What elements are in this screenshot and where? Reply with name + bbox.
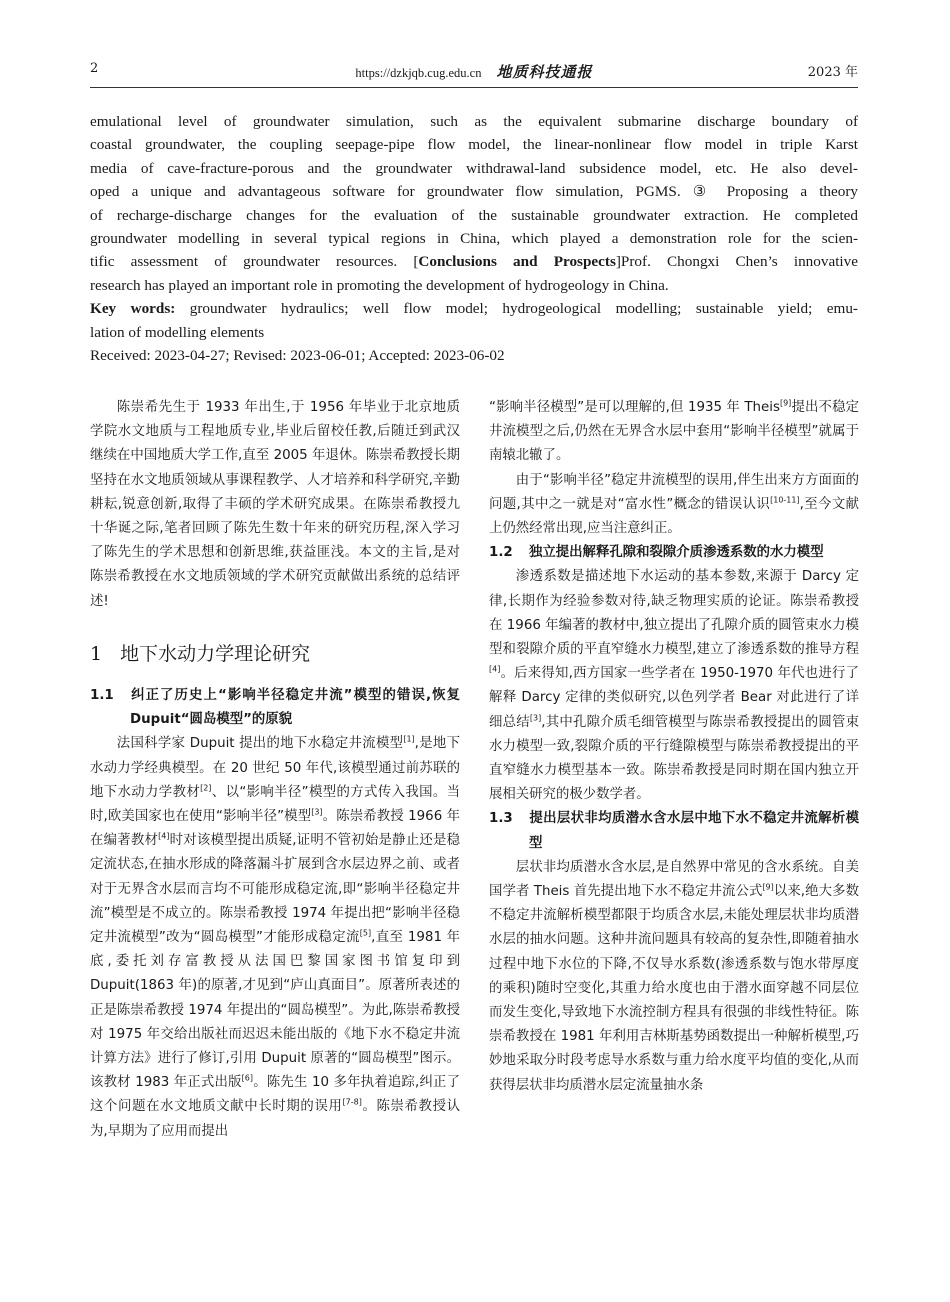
subsection-1-2-heading [489,541,859,565]
text-run: 由于“影响半径”稳定井流模型的误用,伴生出来方方面面的问题,其中之一就是对“富水性”概念的错误认识 [489,472,859,512]
citation[interactable]: [9] [762,882,774,892]
paragraph-misuse [489,469,859,542]
intro-paragraph: 陈崇希先生于 1933 年出生,于 1956 年毕业于北京地质学院水文地质与工程地质专业,毕业后留校任教,后随迁到武汉继续在中国地质大学工作,直至 2005 年退休。陈崇希教授长期坚持在水文地质领域从事课程教学、人才培养和科学研究,辛勤耕耘,锐意创新,取得了丰硕的学术研究成果。在陈崇希教授九十华诞之际,笔者回顾了陈先生数十年来的研究历程,深入学习了陈先生的学术思想和创新思维,获益匪浅。本文的主旨,是对陈崇希教授在水文地质领域的学术研究贡献做出系统的总结评述! [90,400,460,609]
citation[interactable]: [2] [200,783,212,793]
publication-year: 2023 年 [807,65,858,80]
text-run: 。陈先生 10 多年执着追踪,纠正了这个问题在水文地质文献中长时期的误用 [90,1075,461,1115]
keywords-line [90,297,858,320]
left-column [90,396,460,1144]
subsection-1-3-heading [489,807,859,855]
text-run: 。陈崇希教授认为,早期为了应用而提出 [90,1099,461,1139]
abstract-line: media of cave-fracture-porous and the groundwater withdrawal-land subsidence model, etc. He also devel- [90,159,858,177]
citation[interactable]: [3] [311,807,323,817]
text-run: 提出不稳定井流模型之后,仍然在无界含水层中套用“影响半径模型”就属于南辕北辙了。 [489,400,859,464]
header-center [90,61,858,82]
subsection-title: 独立提出解释孔隙和裂隙介质渗透系数的水力模型 [529,545,824,561]
citation[interactable]: [3] [529,713,542,723]
keywords-line: lation of modelling elements [90,323,265,341]
text-run: 层状非均质潜水含水层,是自然界中常见的含水系统。自美国学者 Theis 首先提出地下水不稳定井流公式 [489,859,859,900]
section-number: 1 [90,642,103,665]
citation[interactable]: [10-11] [770,495,800,505]
subsection-title: 提出层状非均质潜水含水层中地下水不稳定井流解析模型 [529,811,859,851]
journal-url[interactable]: https://dzkjqb.cug.edu.cn [355,66,482,80]
paragraph-1-2 [489,565,859,807]
abstract-line: groundwater modelling in several typical regions in China, which played a demonstration role for the scien- [90,230,858,248]
header-rule [90,87,858,88]
text-run: 法国科学家 Dupuit 提出的地下水稳定井流模型 [116,736,404,752]
text-run: ,其中孔隙介质毛细管模型与陈崇希教授提出的圆管束水力模型一致,裂隙介质的平行缝隙模型与陈崇希教授提出的平直窄缝水力模型基本一致。陈崇希教授是同时期在国内独立开展相关研究的极少数学者。 [489,714,860,803]
english-abstract [90,110,858,367]
subsection-number: 1.3 [489,811,513,827]
subsection-number: 1.2 [489,545,513,561]
text-run: 。后来得知,西方国家一些学者在 1950-1970 年代也进行了解释 Darcy 定律的类似研究,以色列学者 Bear 对此进行了详细总结 [489,666,859,730]
text-run: 渗透系数是描述地下水运动的基本参数,来源于 Darcy 定律,长期作为经验参数对待,缺乏物理实质的论证。陈崇希教授在 1966 年编著的教材中,独立提出了孔隙介质的圆管束水力模型和裂隙介质的平直窄缝水力模型,建立了渗透系数的推导方程 [489,569,859,658]
text-run: ,是地下水动力学经典模型。在 20 世纪 50 年代,该模型通过前苏联的地下水动力学教材 [90,736,460,800]
text-run: 以来,绝大多数不稳定井流解析模型都限于均质含水层,未能处理层状非均质潜水层的抽水问题。这种井流问题具有较高的复杂性,即随着抽水过程中地下水位的下降,不仅导水系数(渗透系数与饱水带厚度的乘积)随时空变化,其重力给水度也由于潜水面穿越不同层位而发生变化,导致地下水流控制方程具有很强的非线性特征。陈崇希教授在 1981 年利用吉林斯基势函数提出一种解析模型,巧妙地采取分时段考虑导水系数与重力给水度平均值的变化,从而获得层状非均质潜水层定流量抽水条 [489,884,859,1093]
subsection-number: 1.1 [90,688,114,704]
citation[interactable]: [7-8] [342,1098,362,1108]
received-dates: Received: 2023-04-27; Revised: 2023-06-01; Accepted: 2023-06-02 [90,347,505,365]
abstract-line [90,250,858,273]
text-run: “影响半径模型”是可以理解的,但 1935 年 Theis [489,400,780,415]
abstract-line: research has played an important role in promoting the development of hydrogeology in China. [90,276,669,294]
page-number: 2 [90,61,99,76]
citation[interactable]: [9] [779,398,792,408]
keywords-text: groundwater hydraulics; well flow model; hydrogeological modelling; sustainable yield; emu- [175,300,858,318]
abstract-line: of recharge-discharge changes for the evaluation of the sustainable groundwater extraction. He completed [90,206,858,224]
paragraph-1-1 [90,732,460,1143]
section-title: 地下水动力学理论研究 [120,642,311,665]
abstract-line: oped a unique and advantageous software for groundwater flow simulation, PGMS. ③ Proposing a theory [90,183,858,201]
keywords-label: Key words: [90,300,176,318]
journal-title: 地质科技通报 [496,63,593,81]
citation[interactable]: [6] [241,1073,254,1083]
citation[interactable]: [4] [158,831,170,841]
text-run: 时对该模型提出质疑,证明不管初始是静止还是稳定流状态,在抽水形成的降落漏斗扩展到含水层边界之前、或者对于无界含水层而言均不可能形成稳定流,即“影响半径稳定井流”模型是不成立的。陈崇希教授 1974 年提出把“影响半径稳定井流模型”改为“圆岛模型”才能形成稳定流 [90,833,460,946]
abstract-text: tific assessment of groundwater resources. [ [90,253,419,271]
section-1-heading [90,642,460,666]
running-header [90,61,858,83]
citation[interactable]: [1] [403,734,415,744]
text-run: 、以“影响半径”模型的方式传入我国。当时,欧美国家也在使用“影响半径”模型 [90,784,460,825]
text-run: ,直至 1981 年底,委托刘存富教授从法国巴黎国家图书馆复印到 Dupuit(1863 年)的原著,才见到“庐山真面目”。原著所表述的正是陈崇希教授 1974 年提出的“圆岛模型”。为此,陈崇希教授对 1975 年交给出版社而迟迟未能出版的《地下水不稳定井流计算方法》进行了修订,引用 Dupuit 原著的“圆岛模型”图示。该教材 1983 年正式出版 [90,930,460,1091]
abstract-line: coastal groundwater, the coupling seepage-pipe flow model, the linear-nonlinear flow model in triple Karst [90,136,858,154]
citation[interactable]: [5] [359,928,372,938]
text-run: ,至今文献上仍然经常出现,应当注意纠正。 [489,496,859,537]
right-column [489,396,859,1098]
conclusions-label: Conclusions and Prospects [418,253,616,271]
abstract-text: ]Prof. Chongxi Chen’s innovative [615,253,858,271]
abstract-line: emulational level of groundwater simulation, such as the equivalent submarine discharge boundary of [90,113,858,130]
text-run: 。陈崇希教授 1966 年在编著教材 [90,809,460,849]
paragraph-continued [489,396,859,469]
paragraph-1-3 [489,856,859,1098]
subsection-1-1-heading [90,684,460,732]
citation[interactable]: [4] [489,664,501,674]
subsection-title: 纠正了历史上“影响半径稳定井流”模型的错误,恢复 Dupuit“圆岛模型”的原貌 [130,688,460,728]
